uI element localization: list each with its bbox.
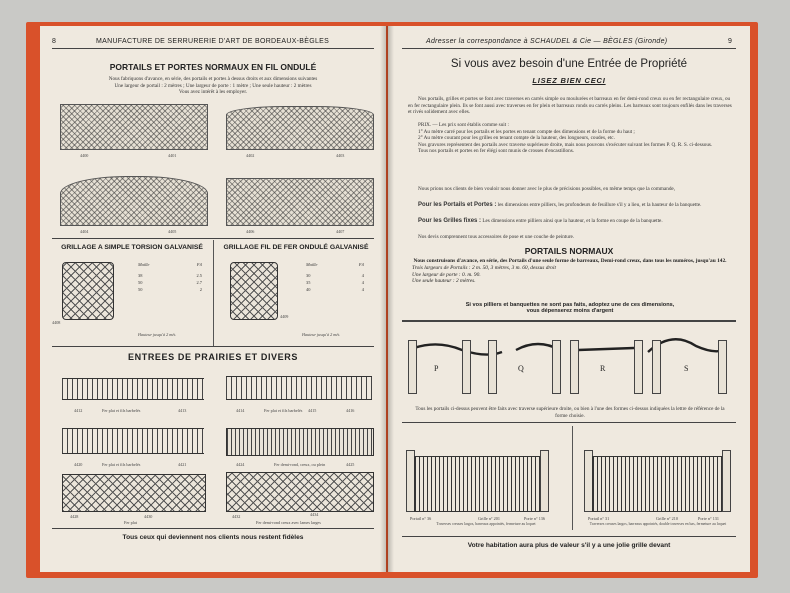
column-divider <box>572 426 573 530</box>
figure-caption: Grille n° 201 <box>478 516 500 521</box>
grilles-text: Les dimensions entre pilliers ainsi que la hauteur, et la forme en coupe de la banquette. <box>482 218 663 224</box>
cell: 2 <box>199 287 202 292</box>
column-divider <box>213 240 214 346</box>
figure-caption: Porte n° 136 <box>524 516 545 521</box>
gate-shapes-svg <box>402 326 736 398</box>
field-gate-illustration <box>62 378 204 400</box>
intro-line-3: Vous avez intérêt à les employer. <box>178 89 248 96</box>
figure-caption: Fer plat et fils barbelés <box>102 462 141 467</box>
page-title: Si vous avez besoin d'une Entrée de Propriété <box>450 58 688 70</box>
page-subtitle: LISEZ BIEN CECI <box>532 76 606 85</box>
prix-line: 1° Au mètre carré pour les portails et les portes en tenant compte des dimensions et de la forme du haut ; <box>418 128 635 135</box>
figure-number: 4430 <box>144 514 153 519</box>
portails-text: les dimensions entre pilliers, les profondeurs de feuillure s'il y a lieu, et la hauteur de la banquette. <box>497 202 702 208</box>
height-note: Hauteur jusqu'à 2 mèt. <box>302 332 341 337</box>
figure-number: 4428 <box>70 514 79 519</box>
figure-number: 4415 <box>308 408 317 413</box>
figure-number: 4408 <box>52 320 61 325</box>
figure-caption: Portail n° 36 <box>410 516 432 521</box>
prix-block <box>408 122 732 155</box>
figure-number: 4414 <box>236 408 245 413</box>
page-header: MANUFACTURE DE SERRURERIE D'ART DE BORDEAUX-BÈGLES <box>96 38 330 45</box>
column-header: Fil <box>358 262 364 267</box>
figure-caption: Fer demi-rond creux avec lames larges <box>256 520 321 525</box>
header-rule <box>402 48 736 49</box>
figure-number: 4413 <box>178 408 187 413</box>
pilliers-note <box>408 302 732 314</box>
page-number: 9 <box>728 38 733 45</box>
figure-number: 4400 <box>80 153 89 158</box>
left-page <box>40 26 386 572</box>
cell: 38 <box>138 273 143 278</box>
cell: 4 <box>361 273 364 278</box>
spec-table-ondule <box>306 262 364 292</box>
section-title-entrees: ENTREES DE PRAIRIES ET DIVERS <box>128 352 298 362</box>
pillar <box>570 340 579 394</box>
shape-letter: R <box>600 364 606 373</box>
prix-line: Nos gravures représentent des portails avec traverse supérieure droite, mais nous pouvons s'exécuter suivant les formes P. Q. R. S. ci-dessous. <box>418 141 713 148</box>
paragraph-commande: Nous prions nos clients de bien vouloir nous donner avec le plus de précisions possibles, en même temps que la commande, <box>418 186 676 192</box>
figure-caption: Fer plat et fils barbelés <box>102 408 141 413</box>
figure-number: 4425 <box>346 462 355 467</box>
section-title-portails-normaux: PORTAILS NORMAUX <box>524 246 614 256</box>
field-gate-illustration <box>226 376 372 400</box>
cell: 30 <box>306 273 311 278</box>
fence-illustration <box>60 176 208 226</box>
section-title-grillage-ondule: GRILLAGE FIL DE FER ONDULÉ GALVANISÉ <box>223 244 369 251</box>
figure-number: 4432 <box>232 514 241 519</box>
figure-number: 4434 <box>310 512 319 517</box>
intro-line-1: Nous fabriquons d'avance, en série, des portails et portes à dessus droits et aux dimensions suivantes <box>108 76 318 82</box>
divider <box>402 422 736 423</box>
pillar <box>634 340 643 394</box>
paragraph-devis: Nos devis comprennent tous accessoires de pose et une couche de peinture. <box>418 234 575 240</box>
cell: 50 <box>138 287 143 292</box>
portail-illustration <box>414 456 542 512</box>
page-header: Adresser la correspondance à SCHAUDEL & Cie — BÈGLES (Gironde) <box>426 38 668 45</box>
normaux-line: Nous construisons d'avance, en série, des Portails d'une seule forme de barreaux, Demi-rond creux, dans tous les numéros, jusqu'au 142. <box>413 258 727 264</box>
cell: 2.5 <box>196 273 202 278</box>
page-footer: Votre habitation aura plus de valeur s'il y a une jolie grille devant <box>467 542 671 549</box>
gate-shapes-diagram <box>402 326 736 398</box>
figure-caption: Portail n° 31 <box>588 516 610 521</box>
shapes-caption: Tous les portails ci-dessus peuvent être faits avec traverse supérieure droite, ou bien à l'une des formes ci-dessus indiquées la lettre de référence de la forme choisie. <box>415 406 725 419</box>
pillar <box>488 340 497 394</box>
pillar <box>718 340 727 394</box>
field-gate-illustration <box>62 428 204 454</box>
prix-line: Tous nos portails et portes en fer élégi sont munis de crosses d'encastillons. <box>418 148 575 155</box>
intro-line-2: Une largeur de portail : 2 mètres ; Une largeur de porte : 1 mètre ; Une seule hauteur : 2 mètres <box>114 82 312 89</box>
cell: 2.7 <box>196 280 202 285</box>
divider <box>52 528 374 529</box>
spec-table-torsion <box>138 262 202 292</box>
figure-number: 4407 <box>336 229 345 234</box>
figure-number: 4424 <box>236 462 245 467</box>
divider <box>52 238 374 239</box>
pillar <box>540 450 549 512</box>
fence-illustration <box>226 106 374 150</box>
pillar <box>408 340 417 394</box>
portails-label: Pour les Portails et Portes : <box>418 202 497 208</box>
figure-number: 4406 <box>246 229 255 234</box>
divider <box>402 320 736 322</box>
pilliers-line: vous dépenserez moins d'argent <box>526 308 614 314</box>
figure-caption: Fer plat <box>124 520 137 525</box>
gate-note: Traverses creuses largos, barreaux appointés, fermeture au loquet <box>436 522 536 526</box>
figure-number: 4421 <box>178 462 187 467</box>
prix-title: PRIX. — Les prix sont établis comme suit : <box>418 122 509 128</box>
pillar <box>552 340 561 394</box>
column-header: Maille <box>306 262 318 267</box>
cell: 4 <box>361 280 364 285</box>
right-page <box>388 26 750 572</box>
figure-number: 4403 <box>336 153 345 158</box>
lattice-gate-illustration <box>226 472 374 512</box>
figure-caption: Grille n° 210 <box>656 516 678 521</box>
cell: 40 <box>306 287 311 292</box>
section-intro <box>60 76 366 96</box>
railing-illustration <box>226 428 374 456</box>
figure-number: 4405 <box>168 229 177 234</box>
portail-illustration <box>592 456 724 512</box>
wire-mesh-roll-illustration <box>230 262 278 320</box>
fence-illustration <box>226 178 374 226</box>
height-note: Hauteur jusqu'à 2 mèt. <box>138 332 177 337</box>
cell: 50 <box>138 280 143 285</box>
figure-number: 4409 <box>280 314 289 319</box>
divider <box>52 346 374 347</box>
header-rule <box>52 48 374 49</box>
shape-letter: S <box>684 364 689 373</box>
column-header: Maille <box>138 262 150 267</box>
pilliers-line: Si vos pilliers et banquettes ne sont pas faits, adoptez une de ces dimensions, <box>465 302 675 308</box>
paragraph-construction: Nos portails, grilles et portes se font avec traverses en carrés simple ou moulurées et barreaux en fer demi-rond creux ou en fer rectangulaire creux, ou en fer rectangulaire plein. Ils se font aussi avec traverses en fer plein et barreaux ronds ou carrés pleins. Les barreaux sont toujours enfilés dans les traverses et rivés solidement avec elles. <box>408 96 732 116</box>
figure-caption: Fer demi-rond, creux, ou plein <box>274 462 326 467</box>
cell: 35 <box>306 280 311 285</box>
normaux-line: Une largeur de porte : 0. m. 90. <box>412 271 481 278</box>
grilles-label: Pour les Grilles fixes : <box>418 218 482 224</box>
figure-caption: Porte n° 131 <box>698 516 719 521</box>
gate-note: Traverses creuses largos, barreaux appointés, double traverses en bas, fermeture au loquet <box>589 522 727 526</box>
pillar <box>652 340 661 394</box>
wire-mesh-roll-illustration <box>62 262 114 320</box>
section-title-grillage-torsion: GRILLAGE A SIMPLE TORSION GALVANISÉ <box>61 244 203 251</box>
figure-number: 4412 <box>74 408 83 413</box>
shape-letter: P <box>434 364 439 373</box>
figure-number: 4420 <box>74 462 83 467</box>
section-title-portails: PORTAILS ET PORTES NORMAUX EN FIL ONDULÉ <box>109 62 317 72</box>
figure-number: 4402 <box>246 153 255 158</box>
paragraph-grilles <box>408 218 732 225</box>
book-gutter <box>380 26 394 572</box>
divider <box>402 536 736 537</box>
prix-line: 2° Au mètre courant pour les grilles en tenant compte de la hauteur, des longueurs, coudes, etc. <box>418 135 615 142</box>
figure-number: 4416 <box>346 408 355 413</box>
normaux-line: Une seule hauteur : 2 mètres. <box>412 278 476 285</box>
page-footer: Tous ceux qui deviennent nos clients nous restent fidèles <box>122 534 304 541</box>
cell: 4 <box>361 287 364 292</box>
shape-letter: Q <box>518 364 524 373</box>
figure-number: 4404 <box>80 229 89 234</box>
paragraph-portails <box>408 202 732 209</box>
column-header: Fil <box>196 262 202 267</box>
page-number: 8 <box>52 38 57 45</box>
figure-caption: Fer plat et fils barbelés <box>264 408 303 413</box>
pillar <box>722 450 731 512</box>
normaux-line: Trois largeurs de Portails : 2 m. 50, 3 mètres, 3 m. 60, dessus droit <box>412 264 557 271</box>
figure-number: 4401 <box>168 153 177 158</box>
lattice-gate-illustration <box>62 474 206 512</box>
portails-normaux-block <box>412 258 728 285</box>
fence-illustration <box>60 104 208 150</box>
pillar <box>462 340 471 394</box>
